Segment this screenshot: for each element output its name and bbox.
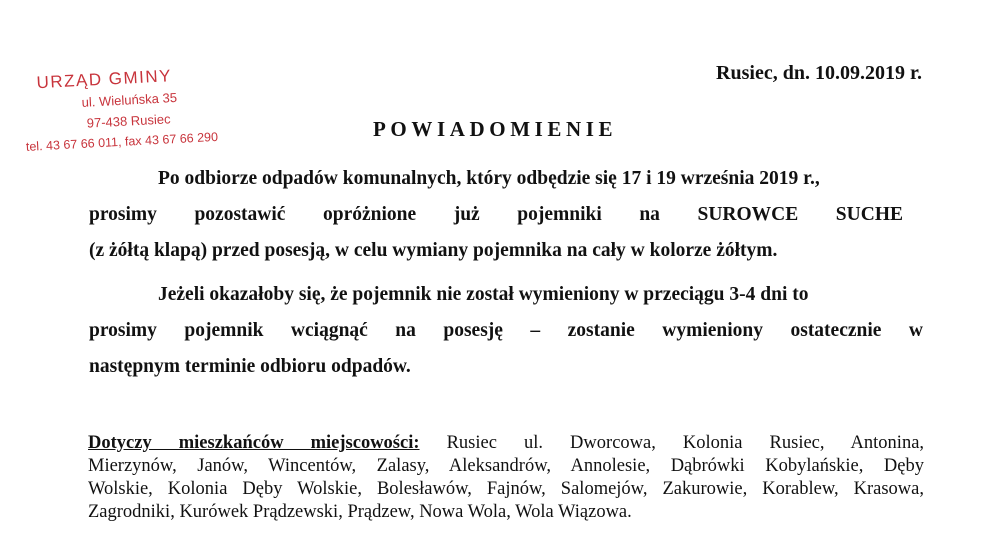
residents-line-3: Wolskie, Kolonia Dęby Wolskie, Bolesławów, Fajnów, Salomejów, Zakurowie, Korablew, Krasowa,: [88, 479, 924, 499]
residents-line-1: [88, 432, 924, 455]
place-and-date: Rusiec, dn. 10.09.2019 r.: [716, 62, 922, 84]
stamp-street: ul. Wieluńska 35: [81, 89, 178, 110]
paragraph-1-line-1: Po odbiorze odpadów komunalnych, który odbędzie się 17 i 19 września 2019 r.,: [158, 168, 820, 189]
residents-section: [88, 432, 924, 524]
stamp-title: URZĄD GMINY: [36, 66, 173, 93]
residents-list-1: Rusiec ul. Dworcowa, Kolonia Rusiec, Antonina,: [446, 433, 925, 453]
stamp-phone: tel. 43 67 66 011, fax 43 67 66 290: [25, 129, 219, 154]
residents-line-2: Mierzynów, Janów, Wincentów, Zalasy, Aleksandrów, Annolesie, Dąbrówki Kobylańskie, Dęby: [88, 456, 924, 476]
paragraph-2-line-2: prosimy pojemnik wciągnąć na posesję – zostanie wymieniony ostatecznie w: [89, 320, 923, 341]
paragraph-1-line-3: (z żółtą klapą) przed posesją, w celu wymiany pojemnika na cały w kolorze żółtym.: [89, 240, 778, 261]
paragraph-1-line-2: prosimy pozostawić opróżnione już pojemniki na SUROWCE SUCHE: [89, 204, 903, 225]
residents-label: Dotyczy mieszkańców miejscowości:: [88, 433, 420, 453]
stamp-city: 97-438 Rusiec: [86, 111, 171, 131]
paragraph-2-line-1: Jeżeli okazałoby się, że pojemnik nie został wymieniony w przeciągu 3-4 dni to: [158, 284, 809, 305]
document-title: POWIADOMIENIE: [373, 117, 618, 141]
office-stamp: [22, 59, 276, 162]
residents-line-4: Zagrodniki, Kurówek Prądzewski, Prądzew, Nowa Wola, Wola Wiązowa.: [88, 502, 632, 522]
paragraph-2-line-3: następnym terminie odbioru odpadów.: [89, 356, 411, 377]
